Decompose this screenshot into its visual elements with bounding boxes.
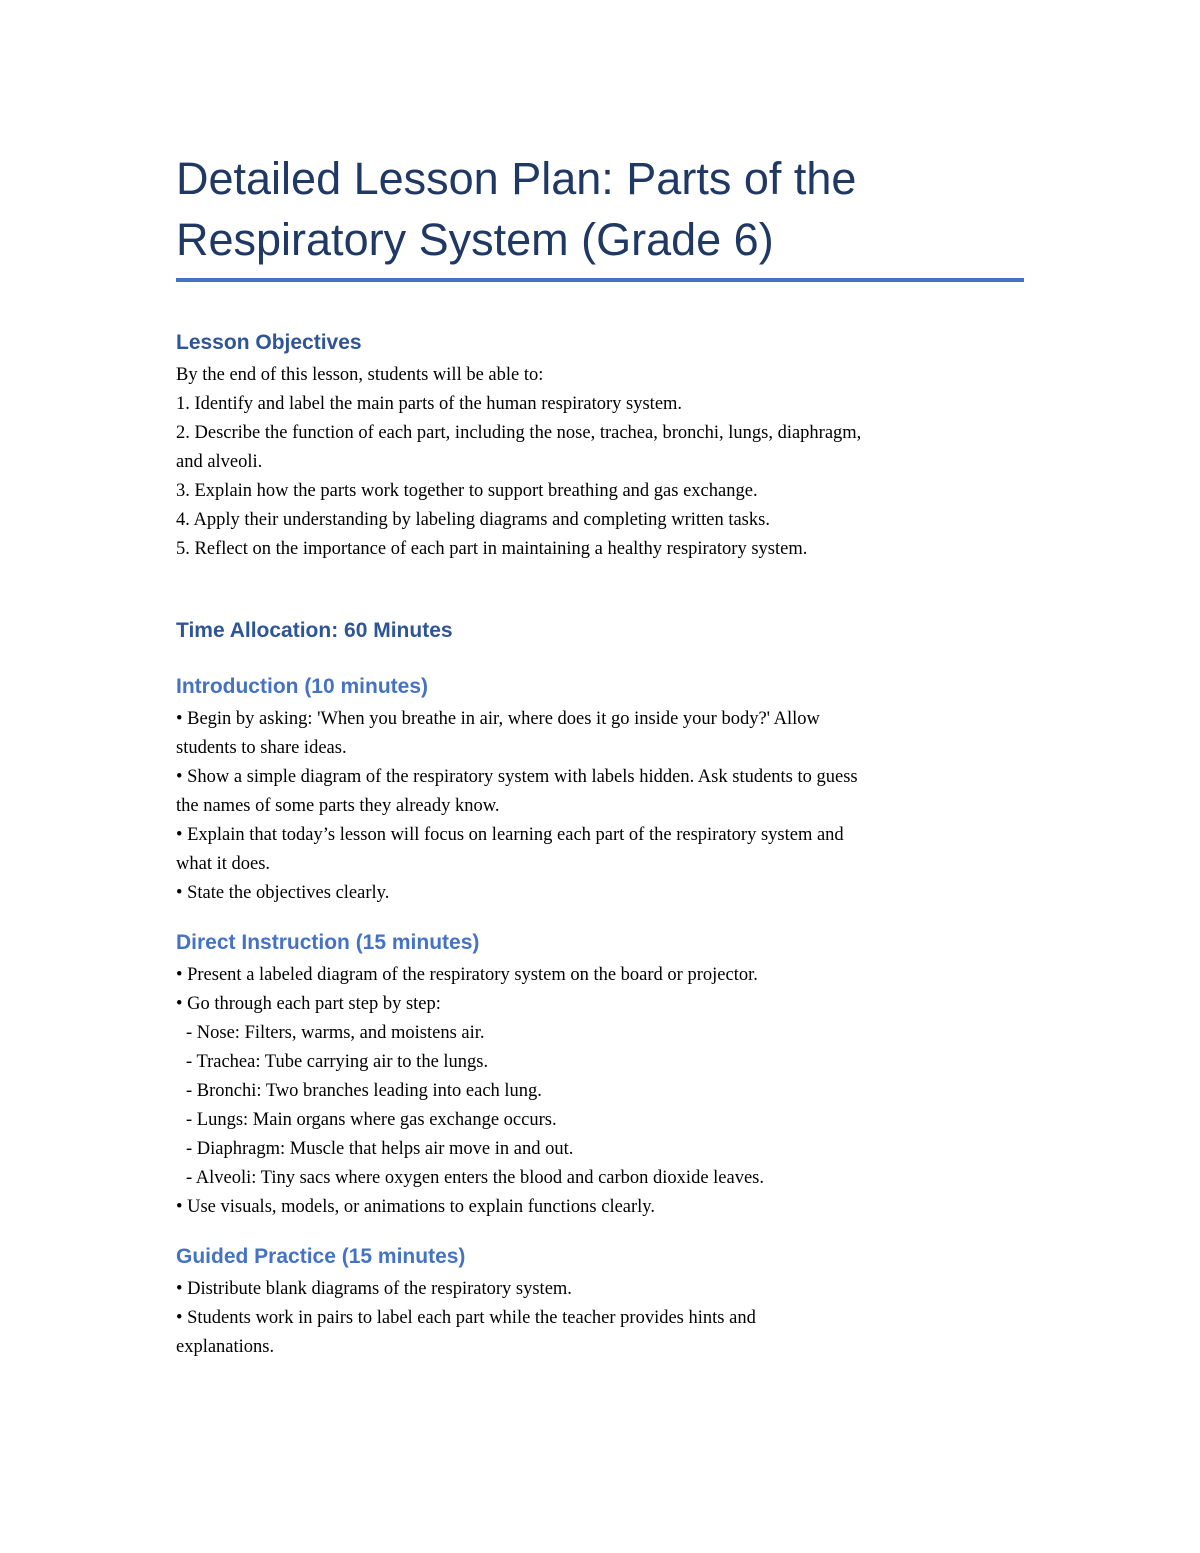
body-line: explanations. bbox=[176, 1337, 275, 1357]
section-guided-practice bbox=[176, 1243, 1024, 1362]
objective-item: 5. Reflect on the importance of each part in maintaining a healthy respiratory system. bbox=[176, 539, 808, 559]
subsection-heading-duration: (10 minutes) bbox=[298, 675, 429, 698]
objective-item: 4. Apply their understanding by labeling diagrams and completing written tasks. bbox=[176, 510, 770, 530]
section-introduction bbox=[176, 673, 1024, 908]
section-lesson-objectives bbox=[176, 329, 1024, 564]
body-line: By the end of this lesson, students will be able to: bbox=[176, 365, 544, 385]
section-body bbox=[176, 705, 1024, 908]
sub-item: - Trachea: Tube carrying air to the lungs. bbox=[186, 1052, 489, 1072]
body-line: • Distribute blank diagrams of the respiratory system. bbox=[176, 1279, 572, 1299]
subsection-heading-title: Introduction bbox=[176, 675, 299, 698]
body-line: • State the objectives clearly. bbox=[176, 883, 390, 903]
objective-item: 1. Identify and label the main parts of the human respiratory system. bbox=[176, 394, 683, 414]
section-body bbox=[176, 361, 1024, 564]
section-heading: Lesson Objectives bbox=[176, 331, 362, 354]
body-line: • Begin by asking: 'When you breathe in air, where does it go inside your body?' Allow bbox=[176, 709, 820, 729]
body-line: • Go through each part step by step: bbox=[176, 994, 441, 1014]
sub-item: - Alveoli: Tiny sacs where oxygen enters the blood and carbon dioxide leaves. bbox=[186, 1168, 764, 1188]
body-line: the names of some parts they already know. bbox=[176, 796, 500, 816]
subsection-heading-duration: (15 minutes) bbox=[335, 1245, 466, 1268]
subsection-heading-duration: (15 minutes) bbox=[349, 931, 480, 954]
subsection-heading bbox=[176, 673, 1024, 701]
section-time-allocation bbox=[176, 617, 1024, 645]
section-heading: Time Allocation: 60 Minutes bbox=[176, 619, 453, 642]
body-line: • Students work in pairs to label each part while the teacher provides hints and bbox=[176, 1308, 756, 1328]
body-line: • Show a simple diagram of the respiratory system with labels hidden. Ask students to guess bbox=[176, 767, 858, 787]
sub-item: - Diaphragm: Muscle that helps air move in and out. bbox=[186, 1139, 574, 1159]
subsection-heading-title: Guided Practice bbox=[176, 1245, 336, 1268]
title-line: Respiratory System (Grade 6) bbox=[176, 214, 774, 265]
body-line: • Use visuals, models, or animations to explain functions clearly. bbox=[176, 1197, 655, 1217]
document-page bbox=[176, 148, 1024, 1362]
subsection-heading bbox=[176, 929, 1024, 957]
body-line: what it does. bbox=[176, 854, 271, 874]
subsection-heading bbox=[176, 1243, 1024, 1271]
objective-item: and alveoli. bbox=[176, 452, 263, 472]
section-body bbox=[176, 961, 1024, 1222]
title-line: Detailed Lesson Plan: Parts of the bbox=[176, 153, 857, 204]
section-body bbox=[176, 1275, 1024, 1362]
body-line: • Present a labeled diagram of the respiratory system on the board or projector. bbox=[176, 965, 758, 985]
objective-item: 3. Explain how the parts work together to support breathing and gas exchange. bbox=[176, 481, 758, 501]
sub-item: - Bronchi: Two branches leading into each lung. bbox=[186, 1081, 542, 1101]
sub-item: - Lungs: Main organs where gas exchange occurs. bbox=[186, 1110, 557, 1130]
sub-item: - Nose: Filters, warms, and moistens air. bbox=[186, 1023, 485, 1043]
subsection-heading-title: Direct Instruction bbox=[176, 931, 350, 954]
body-line: • Explain that today’s lesson will focus on learning each part of the respiratory system and bbox=[176, 825, 844, 845]
body-line: students to share ideas. bbox=[176, 738, 347, 758]
objective-item: 2. Describe the function of each part, including the nose, trachea, bronchi, lungs, diaphragm, bbox=[176, 423, 862, 443]
title-underline bbox=[176, 278, 1024, 282]
section-direct-instruction bbox=[176, 929, 1024, 1222]
document-title bbox=[176, 148, 1024, 270]
